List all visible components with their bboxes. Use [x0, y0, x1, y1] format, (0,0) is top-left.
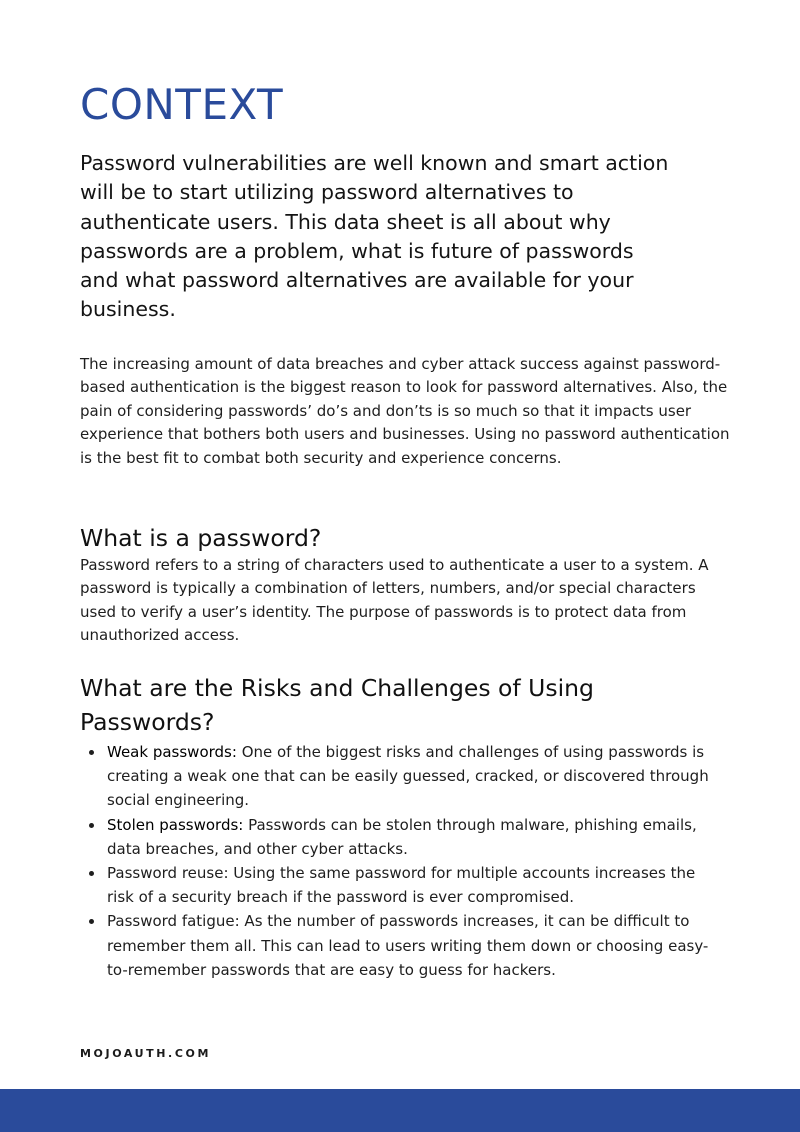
section-heading-risks: What are the Risks and Challenges of Using Passwords?	[80, 674, 594, 736]
list-item	[107, 813, 722, 861]
list-item-text: Password fatigue: As the number of passwords increases, it can be difficult to remember them all. This can lead to users writing them down or choosing easy-to-remember passwords that are easy to guess for hackers.	[107, 912, 709, 979]
intro-paragraph: The increasing amount of data breaches and cyber attack success against password-based authentication is the biggest reason to look for password alternatives. Also, the pain of considering passwords’ do’s and don’ts is so much so that it impacts user experience that bothers both users and businesses. Using no password authentication is the best fit to combat both security and experience concerns.	[80, 355, 730, 467]
list-item-text: Password reuse: Using the same password for multiple accounts increases the risk of a security breach if the password is ever compromised.	[107, 864, 696, 907]
section-heading-what-is-password: What is a password?	[80, 524, 322, 552]
list-item-text: Passwords can be stolen through malware, phishing emails, data breaches, and other cyber attacks.	[107, 815, 697, 858]
list-item	[107, 740, 722, 813]
bullet-icon	[89, 871, 94, 876]
list-item-label: Weak passwords:	[107, 743, 237, 761]
footer-site-name: MOJOAUTH.COM	[80, 1047, 212, 1060]
risks-list	[80, 740, 767, 982]
bullet-icon	[89, 823, 94, 828]
footer-bar	[0, 1089, 800, 1132]
list-item	[107, 861, 722, 909]
bullet-icon	[89, 750, 94, 755]
section-body-what-is-password: Password refers to a string of characters used to authenticate a user to a system. A password is typically a combination of letters, numbers, and/or special characters used to verify a user’s identity. The purpose of passwords is to protect data from unauthorized access.	[80, 556, 709, 645]
page-title: CONTEXT	[80, 80, 284, 129]
bullet-icon	[89, 919, 94, 924]
list-item	[107, 909, 722, 982]
list-item-label: Stolen passwords:	[107, 815, 244, 834]
lead-paragraph: Password vulnerabilities are well known and smart action will be to start utilizing password alternatives to authenticate users. This data sheet is all about why passwords are a problem, what is future of passwords and what password alternatives are available for your business.	[80, 151, 669, 322]
list-item-text: One of the biggest risks and challenges of using passwords is creating a weak one that can be easily guessed, cracked, or discovered through social engineering.	[107, 743, 709, 810]
